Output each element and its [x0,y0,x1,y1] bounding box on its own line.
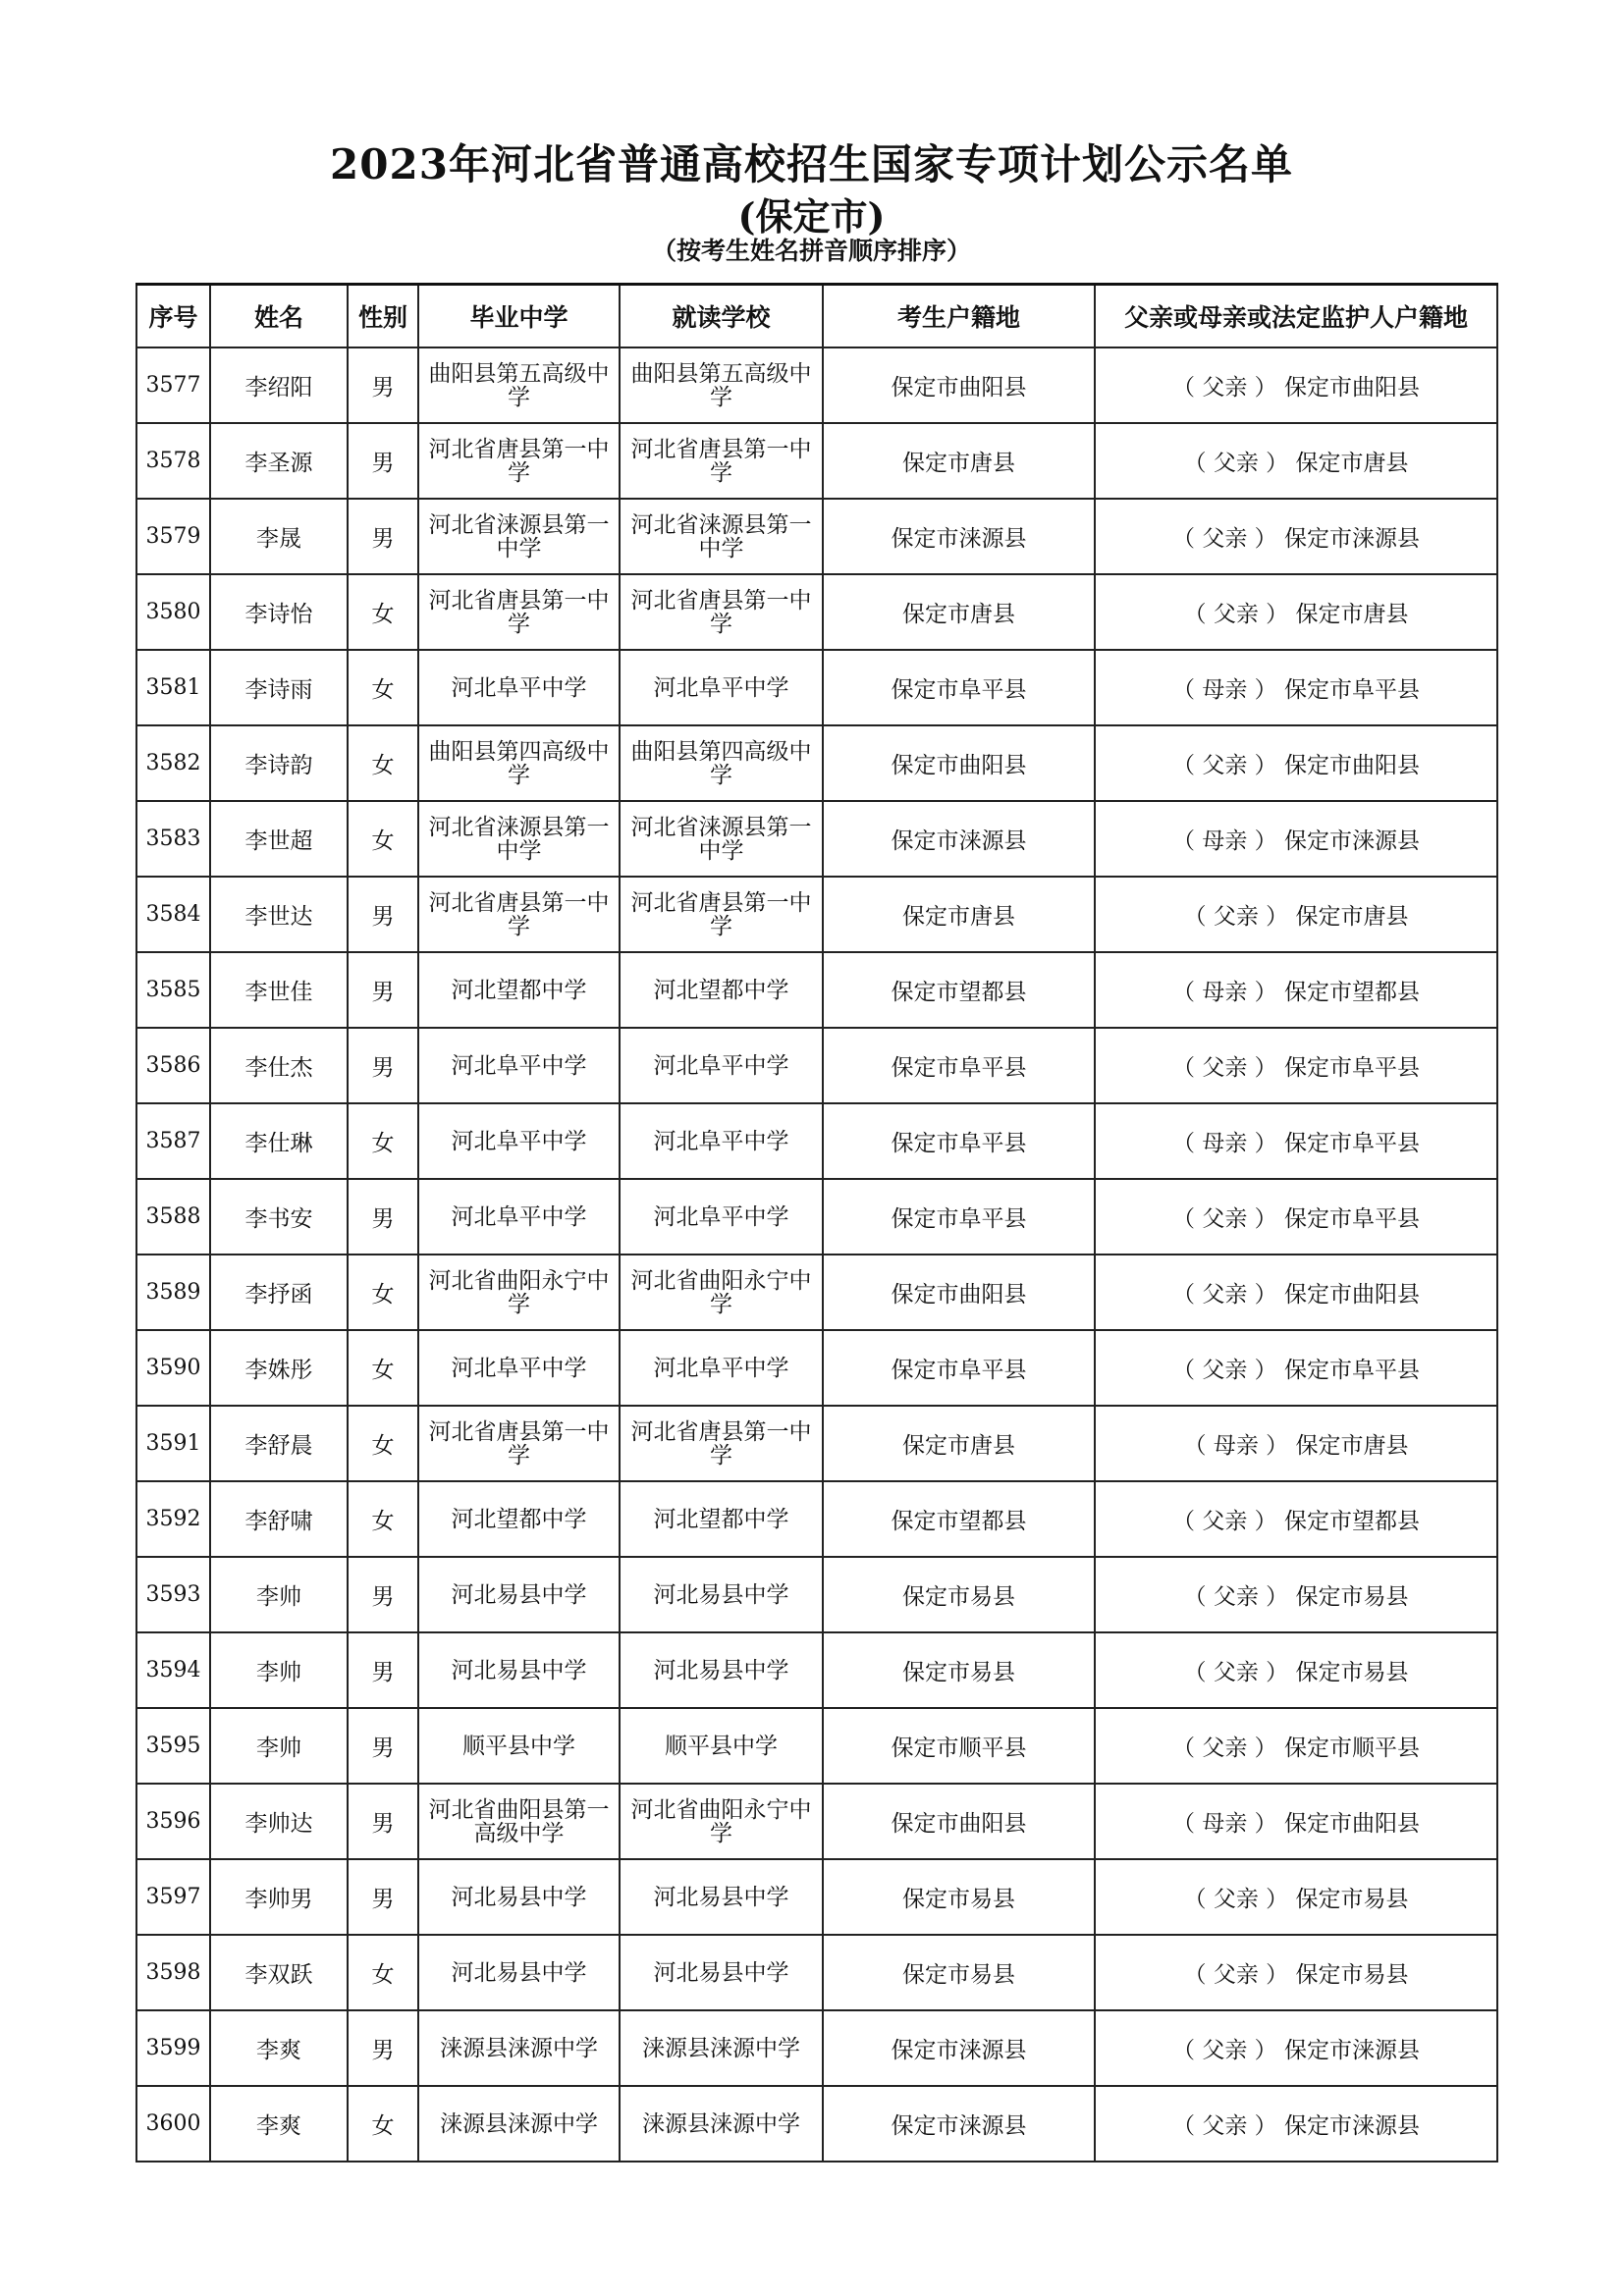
hukou-cell: 保定市涞源县 [823,2010,1095,2086]
serial-number-cell: 3599 [136,2010,210,2086]
guardian-hukou-cell: （ 父亲 ） 保定市曲阳县 [1095,347,1497,423]
current-school-cell: 河北易县中学 [620,1632,823,1708]
hukou-cell: 保定市阜平县 [823,1330,1095,1406]
graduation-school-cell: 河北省唐县第一中学 [418,877,620,952]
current-school-cell: 河北省曲阳永宁中学 [620,1255,823,1330]
table-row [136,1632,1497,1708]
current-school-cell: 河北阜平中学 [620,1330,823,1406]
current-school-cell: 河北易县中学 [620,1859,823,1935]
current-school-cell: 曲阳县第四高级中学 [620,725,823,801]
current-school-cell: 河北阜平中学 [620,1028,823,1103]
serial-number-cell: 3583 [136,801,210,877]
gender-cell: 女 [348,1103,418,1179]
table-row [136,2086,1497,2162]
hukou-cell: 保定市唐县 [823,877,1095,952]
graduation-school-cell: 河北易县中学 [418,1859,620,1935]
guardian-hukou-cell: （ 父亲 ） 保定市曲阳县 [1095,1255,1497,1330]
table-row [136,1859,1497,1935]
student-name-cell: 李诗怡 [210,574,348,650]
current-school-cell: 河北省唐县第一中学 [620,877,823,952]
graduation-school-cell: 河北省涞源县第一中学 [418,499,620,574]
serial-number-cell: 3588 [136,1179,210,1255]
current-school-cell: 涞源县涞源中学 [620,2086,823,2162]
student-name-cell: 李爽 [210,2010,348,2086]
gender-cell: 女 [348,1255,418,1330]
gender-cell: 男 [348,1784,418,1859]
table-row [136,1406,1497,1481]
gender-cell: 男 [348,1632,418,1708]
serial-number-cell: 3600 [136,2086,210,2162]
graduation-school-cell: 河北省曲阳永宁中学 [418,1255,620,1330]
graduation-school-cell: 河北省曲阳县第一高级中学 [418,1784,620,1859]
table-row [136,1557,1497,1632]
serial-number-cell: 3597 [136,1859,210,1935]
hukou-cell: 保定市阜平县 [823,650,1095,725]
table-body [136,347,1497,2162]
gender-cell: 女 [348,1935,418,2010]
gender-cell: 女 [348,1406,418,1481]
gender-cell: 男 [348,1028,418,1103]
table-row [136,1935,1497,2010]
current-school-cell: 涞源县涞源中学 [620,2010,823,2086]
table-row [136,1708,1497,1784]
gender-cell: 男 [348,1179,418,1255]
serial-number-cell: 3586 [136,1028,210,1103]
student-name-cell: 李书安 [210,1179,348,1255]
graduation-school-cell: 河北阜平中学 [418,1103,620,1179]
guardian-hukou-cell: （ 父亲 ） 保定市易县 [1095,1557,1497,1632]
table-row [136,2010,1497,2086]
serial-number-cell: 3592 [136,1481,210,1557]
student-name-cell: 李诗韵 [210,725,348,801]
graduation-school-cell: 河北省唐县第一中学 [418,423,620,499]
graduation-school-cell: 河北阜平中学 [418,1179,620,1255]
guardian-hukou-cell: （ 父亲 ） 保定市望都县 [1095,1481,1497,1557]
hukou-cell: 保定市涞源县 [823,2086,1095,2162]
table-row [136,499,1497,574]
table-row [136,574,1497,650]
gender-cell: 男 [348,1708,418,1784]
col-header-name: 姓名 [210,285,348,348]
serial-number-cell: 3587 [136,1103,210,1179]
graduation-school-cell: 涞源县涞源中学 [418,2086,620,2162]
current-school-cell: 河北阜平中学 [620,1103,823,1179]
student-name-cell: 李抒函 [210,1255,348,1330]
graduation-school-cell: 河北阜平中学 [418,650,620,725]
guardian-hukou-cell: （ 父亲 ） 保定市易县 [1095,1859,1497,1935]
gender-cell: 男 [348,499,418,574]
graduation-school-cell: 河北易县中学 [418,1935,620,2010]
guardian-hukou-cell: （ 母亲 ） 保定市涞源县 [1095,801,1497,877]
student-name-cell: 李诗雨 [210,650,348,725]
graduation-school-cell: 河北望都中学 [418,952,620,1028]
gender-cell: 男 [348,1859,418,1935]
student-name-cell: 李绍阳 [210,347,348,423]
graduation-school-cell: 河北望都中学 [418,1481,620,1557]
table-row [136,725,1497,801]
guardian-hukou-cell: （ 父亲 ） 保定市易县 [1095,1935,1497,2010]
gender-cell: 男 [348,877,418,952]
hukou-cell: 保定市涞源县 [823,801,1095,877]
table-row [136,877,1497,952]
serial-number-cell: 3598 [136,1935,210,2010]
hukou-cell: 保定市涞源县 [823,499,1095,574]
student-name-cell: 李世达 [210,877,348,952]
serial-number-cell: 3590 [136,1330,210,1406]
guardian-hukou-cell: （ 母亲 ） 保定市望都县 [1095,952,1497,1028]
gender-cell: 女 [348,801,418,877]
hukou-cell: 保定市望都县 [823,1481,1095,1557]
hukou-cell: 保定市易县 [823,1935,1095,2010]
serial-number-cell: 3594 [136,1632,210,1708]
guardian-hukou-cell: （ 父亲 ） 保定市阜平县 [1095,1028,1497,1103]
student-name-cell: 李仕杰 [210,1028,348,1103]
current-school-cell: 河北望都中学 [620,952,823,1028]
roster-table [135,283,1498,2163]
current-school-cell: 河北阜平中学 [620,650,823,725]
hukou-cell: 保定市唐县 [823,1406,1095,1481]
serial-number-cell: 3580 [136,574,210,650]
gender-cell: 女 [348,650,418,725]
graduation-school-cell: 曲阳县第五高级中学 [418,347,620,423]
guardian-hukou-cell: （ 母亲 ） 保定市阜平县 [1095,650,1497,725]
gender-cell: 女 [348,574,418,650]
hukou-cell: 保定市易县 [823,1632,1095,1708]
hukou-cell: 保定市顺平县 [823,1708,1095,1784]
guardian-hukou-cell: （ 父亲 ） 保定市涞源县 [1095,499,1497,574]
graduation-school-cell: 河北省唐县第一中学 [418,574,620,650]
student-name-cell: 李帅男 [210,1859,348,1935]
gender-cell: 男 [348,347,418,423]
table-row [136,1255,1497,1330]
guardian-hukou-cell: （ 母亲 ） 保定市曲阳县 [1095,1784,1497,1859]
gender-cell: 男 [348,952,418,1028]
col-header-study-school: 就读学校 [620,285,823,348]
graduation-school-cell: 河北阜平中学 [418,1028,620,1103]
current-school-cell: 河北省唐县第一中学 [620,1406,823,1481]
guardian-hukou-cell: （ 父亲 ） 保定市唐县 [1095,423,1497,499]
student-name-cell: 李晟 [210,499,348,574]
current-school-cell: 河北易县中学 [620,1935,823,2010]
table-header-row [136,285,1497,348]
student-name-cell: 李舒啸 [210,1481,348,1557]
graduation-school-cell: 河北易县中学 [418,1557,620,1632]
table-row [136,1481,1497,1557]
col-header-guardian-hukou: 父亲或母亲或法定监护人户籍地 [1095,285,1497,348]
guardian-hukou-cell: （ 父亲 ） 保定市阜平县 [1095,1179,1497,1255]
table-row [136,1784,1497,1859]
current-school-cell: 河北省唐县第一中学 [620,423,823,499]
gender-cell: 女 [348,725,418,801]
table-row [136,1103,1497,1179]
student-name-cell: 李爽 [210,2086,348,2162]
table-row [136,1179,1497,1255]
graduation-school-cell: 河北省唐县第一中学 [418,1406,620,1481]
hukou-cell: 保定市望都县 [823,952,1095,1028]
current-school-cell: 河北望都中学 [620,1481,823,1557]
current-school-cell: 河北省涞源县第一中学 [620,499,823,574]
serial-number-cell: 3589 [136,1255,210,1330]
city-subtitle: (保定市) [737,194,886,239]
serial-number-cell: 3595 [136,1708,210,1784]
student-name-cell: 李帅 [210,1632,348,1708]
hukou-cell: 保定市曲阳县 [823,347,1095,423]
guardian-hukou-cell: （ 母亲 ） 保定市阜平县 [1095,1103,1497,1179]
current-school-cell: 河北阜平中学 [620,1179,823,1255]
graduation-school-cell: 河北易县中学 [418,1632,620,1708]
graduation-school-cell: 曲阳县第四高级中学 [418,725,620,801]
sort-note: （按考生姓名拼音顺序排序） [651,237,971,265]
serial-number-cell: 3584 [136,877,210,952]
hukou-cell: 保定市阜平县 [823,1179,1095,1255]
student-name-cell: 李世超 [210,801,348,877]
table-row [136,1330,1497,1406]
student-name-cell: 李帅达 [210,1784,348,1859]
serial-number-cell: 3581 [136,650,210,725]
col-header-grad-school: 毕业中学 [418,285,620,348]
serial-number-cell: 3591 [136,1406,210,1481]
hukou-cell: 保定市唐县 [823,574,1095,650]
student-name-cell: 李双跃 [210,1935,348,2010]
serial-number-cell: 3577 [136,347,210,423]
gender-cell: 男 [348,2010,418,2086]
current-school-cell: 曲阳县第五高级中学 [620,347,823,423]
serial-number-cell: 3593 [136,1557,210,1632]
graduation-school-cell: 河北省涞源县第一中学 [418,801,620,877]
guardian-hukou-cell: （ 父亲 ） 保定市涞源县 [1095,2086,1497,2162]
table-row [136,952,1497,1028]
col-header-gender: 性别 [348,285,418,348]
hukou-cell: 保定市曲阳县 [823,1784,1095,1859]
graduation-school-cell: 河北阜平中学 [418,1330,620,1406]
guardian-hukou-cell: （ 父亲 ） 保定市曲阳县 [1095,725,1497,801]
hukou-cell: 保定市阜平县 [823,1028,1095,1103]
graduation-school-cell: 顺平县中学 [418,1708,620,1784]
col-header-hukou: 考生户籍地 [823,285,1095,348]
guardian-hukou-cell: （ 父亲 ） 保定市唐县 [1095,574,1497,650]
guardian-hukou-cell: （ 父亲 ） 保定市顺平县 [1095,1708,1497,1784]
hukou-cell: 保定市唐县 [823,423,1095,499]
student-name-cell: 李舒晨 [210,1406,348,1481]
guardian-hukou-cell: （ 父亲 ） 保定市涞源县 [1095,2010,1497,2086]
student-name-cell: 李世佳 [210,952,348,1028]
student-name-cell: 李姝彤 [210,1330,348,1406]
hukou-cell: 保定市曲阳县 [823,1255,1095,1330]
table-row [136,423,1497,499]
table-row [136,650,1497,725]
gender-cell: 女 [348,2086,418,2162]
serial-number-cell: 3579 [136,499,210,574]
guardian-hukou-cell: （ 母亲 ） 保定市唐县 [1095,1406,1497,1481]
table-row [136,801,1497,877]
gender-cell: 男 [348,423,418,499]
guardian-hukou-cell: （ 父亲 ） 保定市唐县 [1095,877,1497,952]
gender-cell: 男 [348,1557,418,1632]
serial-number-cell: 3578 [136,423,210,499]
student-name-cell: 李帅 [210,1557,348,1632]
student-name-cell: 李仕琳 [210,1103,348,1179]
serial-number-cell: 3596 [136,1784,210,1859]
graduation-school-cell: 涞源县涞源中学 [418,2010,620,2086]
hukou-cell: 保定市易县 [823,1557,1095,1632]
guardian-hukou-cell: （ 父亲 ） 保定市阜平县 [1095,1330,1497,1406]
student-name-cell: 李帅 [210,1708,348,1784]
hukou-cell: 保定市易县 [823,1859,1095,1935]
hukou-cell: 保定市阜平县 [823,1103,1095,1179]
col-header-number: 序号 [136,285,210,348]
current-school-cell: 河北省涞源县第一中学 [620,801,823,877]
serial-number-cell: 3582 [136,725,210,801]
gender-cell: 女 [348,1330,418,1406]
table-row [136,1028,1497,1103]
guardian-hukou-cell: （ 父亲 ） 保定市易县 [1095,1632,1497,1708]
document-title: 2023年河北省普通高校招生国家专项计划公示名单 [330,140,1293,188]
current-school-cell: 河北省曲阳永宁中学 [620,1784,823,1859]
student-name-cell: 李圣源 [210,423,348,499]
current-school-cell: 河北易县中学 [620,1557,823,1632]
hukou-cell: 保定市曲阳县 [823,725,1095,801]
serial-number-cell: 3585 [136,952,210,1028]
current-school-cell: 河北省唐县第一中学 [620,574,823,650]
gender-cell: 女 [348,1481,418,1557]
table-row [136,347,1497,423]
current-school-cell: 顺平县中学 [620,1708,823,1784]
